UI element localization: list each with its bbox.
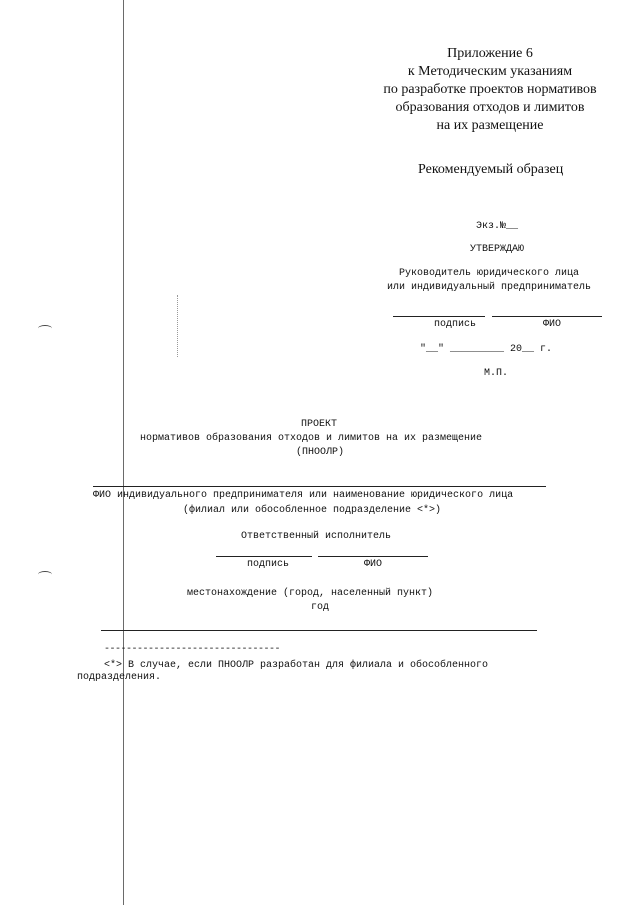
stamp-place: М.П. — [484, 368, 509, 379]
project-abbreviation: (ПНООЛР) — [296, 447, 345, 458]
approve-label: УТВЕРЖДАЮ — [470, 244, 525, 255]
footnote-line1: <*> В случае, если ПНООЛР разработан для филиала и обособленного — [104, 660, 489, 671]
entity-line1: ФИО индивидуального предпринимателя или наименование юридического лица — [93, 490, 514, 501]
footnote-line2: подразделения. — [77, 672, 162, 683]
executor-fio-rule — [318, 556, 428, 557]
head-signature-label: подпись — [434, 319, 477, 330]
heading-line: образования отходов и лимитов — [395, 100, 585, 115]
entity-line2: (филиал или обособленное подразделение <*>) — [183, 505, 442, 516]
head-fio-rule — [492, 316, 602, 317]
head-title-line2: или индивидуальный предприниматель — [387, 282, 592, 293]
scan-mark — [38, 571, 52, 578]
entity-name-rule — [93, 486, 546, 487]
executor-label: Ответственный исполнитель — [241, 531, 392, 542]
head-title-line1: Руководитель юридического лица — [399, 268, 580, 279]
scan-margin-line — [123, 0, 124, 905]
copy-number: Экз.№__ — [476, 221, 519, 232]
executor-signature-label: подпись — [247, 559, 290, 570]
footnote-separator: -------------------------------- — [104, 644, 281, 655]
project-title: ПРОЕКТ — [301, 419, 338, 430]
head-signature-rule — [393, 316, 485, 317]
executor-signature-rule — [216, 556, 312, 557]
heading-line: по разработке проектов нормативов — [383, 82, 597, 97]
location-year: год — [311, 602, 330, 613]
approval-date: "__" _________ 20__ г. — [420, 344, 553, 355]
appendix-heading — [360, 45, 620, 135]
sample-label: Рекомендуемый образец — [418, 162, 564, 177]
project-subtitle: нормативов образования отходов и лимитов на их размещение — [140, 433, 483, 444]
location-line1: местонахождение (город, населенный пункт) — [187, 588, 434, 599]
heading-line: Приложение 6 — [447, 46, 533, 61]
head-fio-label: ФИО — [543, 319, 562, 330]
scan-mark — [38, 325, 52, 332]
heading-line: на их размещение — [436, 118, 544, 133]
heading-line: к Методическим указаниям — [407, 64, 573, 79]
location-rule — [101, 630, 537, 631]
scan-dotted-line — [177, 295, 178, 357]
executor-fio-label: ФИО — [364, 559, 383, 570]
